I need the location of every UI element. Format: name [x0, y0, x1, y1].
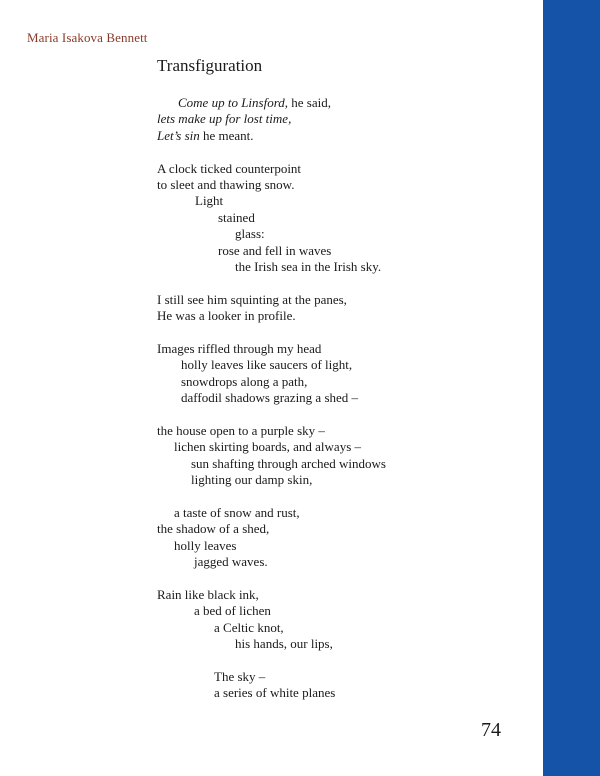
poem-line: lets make up for lost time, [157, 111, 292, 127]
poem-line: Rain like black ink, [157, 586, 259, 602]
poem-line: his hands, our lips, [235, 635, 333, 651]
author-name: Maria Isakova Bennett [27, 30, 148, 45]
poem-line: a series of white planes [214, 685, 336, 701]
poem-line: snowdrops along a path, [181, 373, 308, 389]
poem-line: sun shafting through arched windows [191, 455, 386, 471]
page-side-bar [543, 0, 600, 776]
poem-line: I still see him squinting at the panes, [157, 291, 347, 307]
page-number: 74 [481, 719, 501, 741]
poem-line: jagged waves. [194, 553, 268, 569]
poem-line: a Celtic knot, [214, 619, 284, 635]
poem-line [157, 95, 386, 111]
stanza-break [157, 488, 386, 504]
poem-line: rose and fell in waves [218, 242, 332, 258]
poem-line: Light [195, 193, 224, 209]
poem-body [157, 95, 386, 701]
poem-line: stained [218, 209, 255, 225]
poem-line: the Irish sea in the Irish sky. [235, 258, 382, 274]
poem-line: daffodil shadows grazing a shed – [181, 390, 359, 406]
poem-line: Images riffled through my head [157, 340, 322, 356]
poem-line: lichen skirting boards, and always – [174, 439, 362, 455]
poem-line [157, 128, 386, 144]
poem-line: The sky – [214, 668, 266, 684]
stanza-break [157, 570, 386, 586]
poem-title: Transfiguration [157, 56, 263, 75]
poem-line-text: he meant. [199, 127, 254, 143]
poem-line: holly leaves like saucers of light, [181, 357, 353, 373]
poem-line: holly leaves [174, 537, 237, 553]
poem-line-text: , he said, [284, 95, 331, 110]
poem-line: glass: [235, 226, 265, 242]
poem-line: to sleet and thawing snow. [157, 176, 295, 192]
poem-line: He was a looker in profile. [157, 308, 296, 324]
poem-line: a bed of lichen [194, 603, 271, 619]
poem-line: a taste of snow and rust, [174, 504, 300, 520]
poem-line: the house open to a purple sky – [157, 422, 325, 438]
poem-line: the shadow of a shed, [157, 521, 270, 537]
stanza-break [157, 406, 386, 422]
poem-line: A clock ticked counterpoint [157, 160, 302, 176]
stanza-break [157, 324, 386, 340]
stanza-break [157, 652, 386, 668]
stanza-break [157, 144, 386, 160]
poem-line-italic: Let’s sin [157, 127, 200, 143]
poem-line: lighting our damp skin, [191, 471, 313, 487]
poem-line-italic: Come up to Linsford [178, 95, 285, 110]
stanza-break [157, 275, 386, 291]
